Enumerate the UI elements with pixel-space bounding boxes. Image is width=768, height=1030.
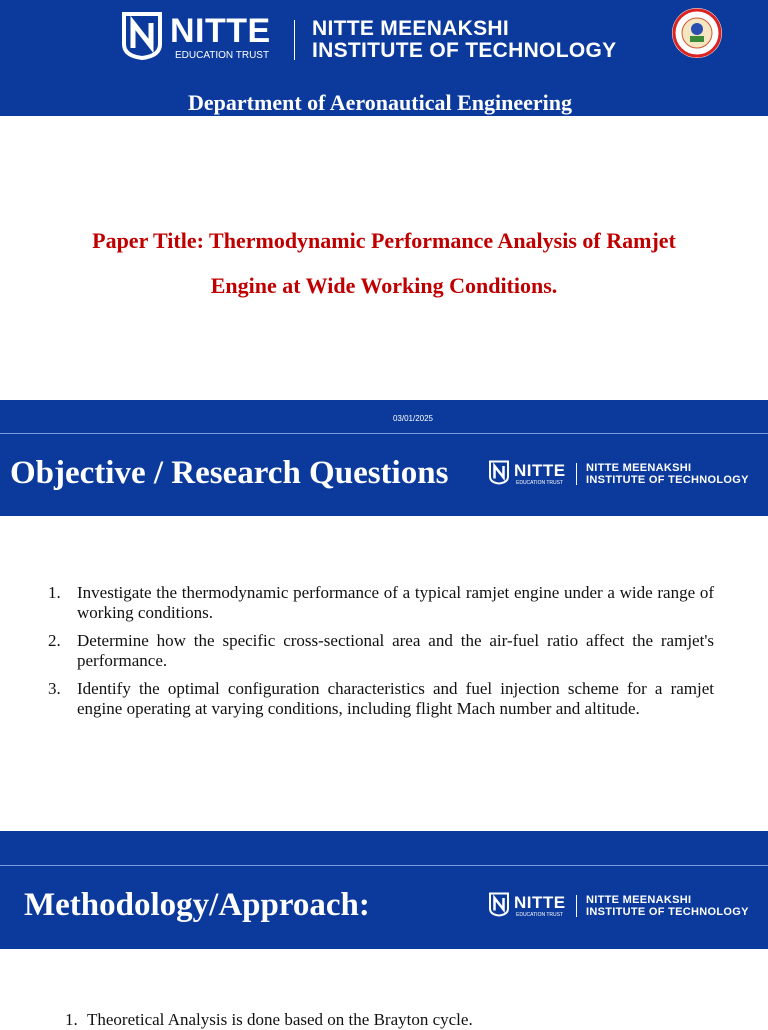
- slide-separator: [0, 865, 768, 866]
- list-item: 3. Identify the optimal configuration characteristics and fuel injection scheme for a ramjet engine operating at varying conditions, including flight Mach number and altitude.: [48, 679, 714, 718]
- slide-date: 03/01/2025: [392, 414, 434, 423]
- logo-divider: [576, 895, 577, 917]
- objective-list: [48, 583, 714, 727]
- list-item: 1. Theoretical Analysis is done based on the Brayton cycle.: [65, 1010, 473, 1029]
- institute-name-line1: NITTE MEENAKSHI: [586, 894, 692, 906]
- institute-name-line1: NITTE MEENAKSHI: [586, 462, 692, 474]
- methodology-heading: Methodology/Approach:: [24, 887, 370, 923]
- objective-heading: Objective / Research Questions: [10, 455, 449, 491]
- nitte-logo-icon: [488, 891, 510, 917]
- list-item: 2. Determine how the specific cross-sectional area and the air-fuel ratio affect the ramjet's performance.: [48, 631, 714, 670]
- nitte-subtitle: EDUCATION TRUST: [175, 50, 270, 61]
- logo-divider: [294, 20, 295, 60]
- nitte-wordmark: NITTE: [514, 461, 566, 480]
- nitte-subtitle: EDUCATION TRUST: [516, 912, 564, 918]
- department-title: Department of Aeronautical Engineering: [188, 90, 572, 115]
- methodology-list: [65, 1010, 725, 1030]
- college-seal-icon: [671, 7, 723, 59]
- institute-name-line2: INSTITUTE OF TECHNOLOGY: [312, 39, 617, 62]
- nitte-logo-icon: [120, 10, 164, 60]
- logo-divider: [576, 463, 577, 485]
- nitte-subtitle: EDUCATION TRUST: [516, 480, 564, 486]
- institute-name-line2: INSTITUTE OF TECHNOLOGY: [586, 906, 749, 918]
- paper-title: [40, 218, 728, 308]
- nitte-wordmark: NITTE: [514, 893, 566, 912]
- paper-title-line2: Engine at Wide Working Conditions.: [210, 273, 558, 298]
- nitte-wordmark: NITTE: [170, 12, 271, 50]
- nitte-logo-icon: [488, 459, 510, 485]
- list-item: 1. Investigate the thermodynamic performance of a typical ramjet engine under a wide range of working conditions.: [48, 583, 714, 622]
- institute-name-line1: NITTE MEENAKSHI: [312, 17, 510, 40]
- institute-name-line2: INSTITUTE OF TECHNOLOGY: [586, 474, 749, 486]
- paper-title-line1: Paper Title: Thermodynamic Performance Analysis of Ramjet: [92, 228, 676, 253]
- slide-separator: [0, 433, 768, 434]
